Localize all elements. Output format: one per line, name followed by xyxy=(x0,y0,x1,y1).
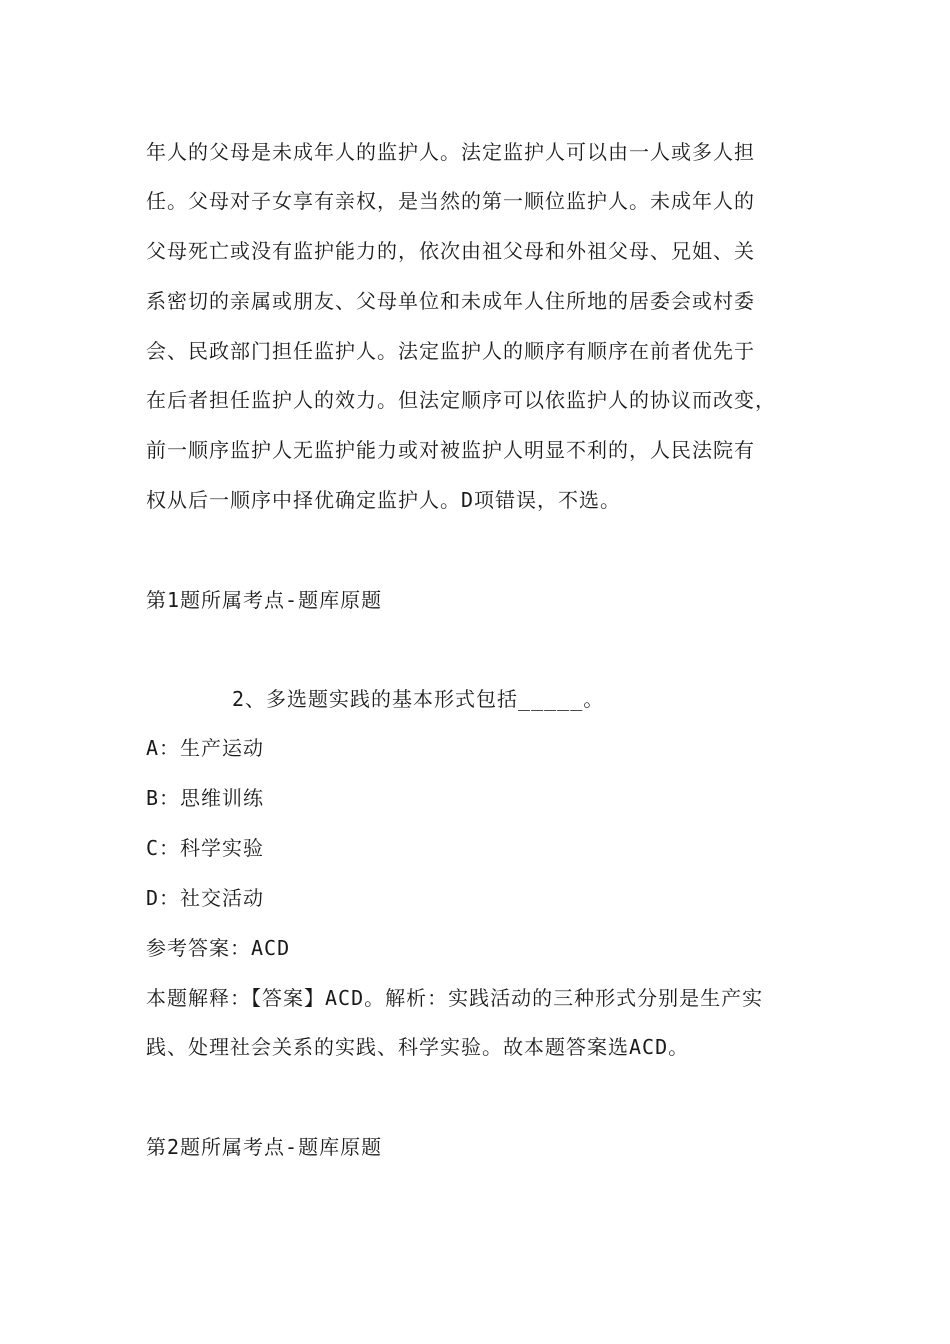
explanation-line: 权从后一顺序中择优确定监护人。D项错误，不选。 xyxy=(146,488,622,512)
explanation-line: 会、民政部门担任监护人。法定监护人的顺序有顺序在前者优先于 xyxy=(146,339,755,363)
option-c: C：科学实验 xyxy=(146,836,265,860)
option-b: B：思维训练 xyxy=(146,786,265,810)
explanation-line: 系密切的亲属或朋友、父母单位和未成年人住所地的居委会或村委 xyxy=(146,289,755,313)
explanation-line: 任。父母对子女享有亲权，是当然的第一顺位监护人。未成年人的 xyxy=(146,189,755,213)
explanation-line: 父母死亡或没有监护能力的，依次由祖父母和外祖父母、兄姐、关 xyxy=(146,239,755,263)
reference-answer: 参考答案：ACD xyxy=(146,936,291,960)
answer-explanation-line: 践、处理社会关系的实践、科学实验。故本题答案选ACD。 xyxy=(146,1035,690,1059)
explanation-line: 在后者担任监护人的效力。但法定顺序可以依监护人的协议而改变， xyxy=(146,388,776,412)
answer-explanation-line: 本题解释：【答案】ACD。解析：实践活动的三种形式分别是生产实 xyxy=(146,986,764,1010)
explanation-line: 年人的父母是未成年人的监护人。法定监护人可以由一人或多人担 xyxy=(146,140,755,164)
option-d: D：社交活动 xyxy=(146,886,265,910)
explanation-line: 前一顺序监护人无监护能力或对被监护人明显不利的，人民法院有 xyxy=(146,438,755,462)
question2-stem: 2、多选题实践的基本形式包括_____。 xyxy=(232,687,605,711)
question2-source: 第2题所属考点-题库原题 xyxy=(146,1135,383,1159)
question1-source: 第1题所属考点-题库原题 xyxy=(146,588,383,612)
option-a: A：生产运动 xyxy=(146,736,265,760)
